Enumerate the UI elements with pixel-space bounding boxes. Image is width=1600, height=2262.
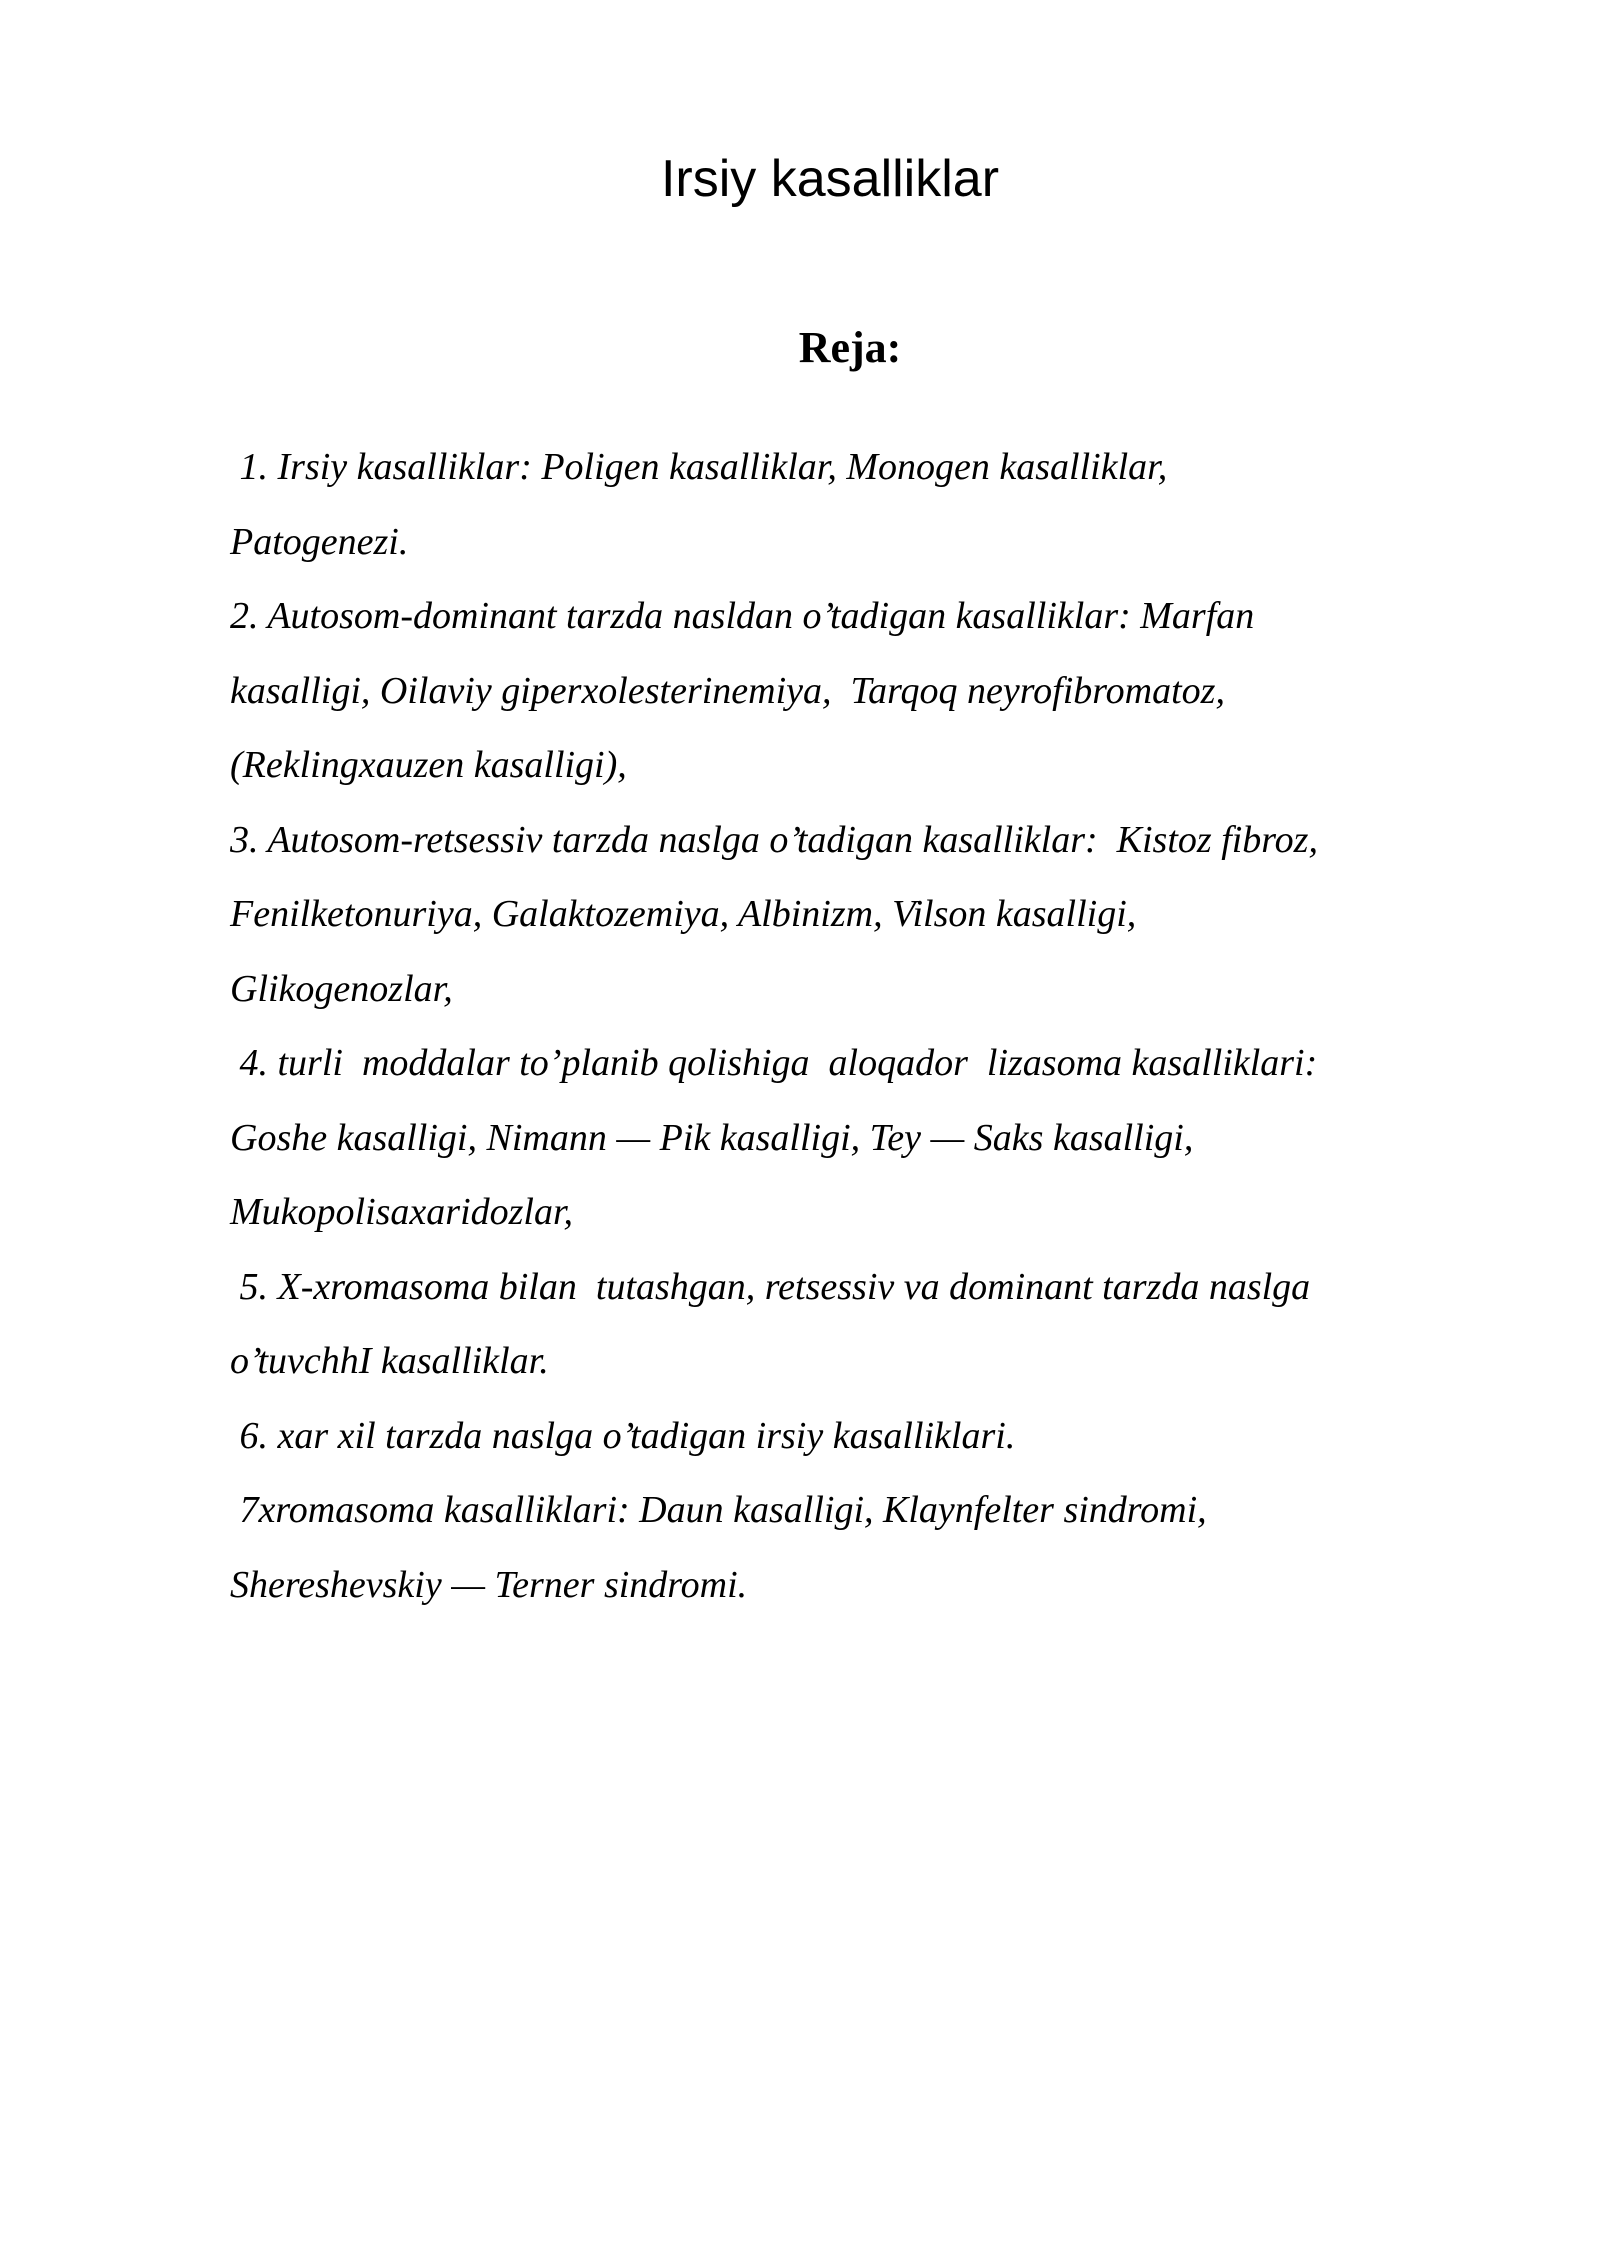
plan-line: 6. xar xil tarzda naslga o’tadigan irsiy kasalliklari. <box>230 1414 1016 1457</box>
plan-line: 5. X-xromasoma bilan tutashgan, retsessiv va dominant tarzda naslga <box>230 1265 1311 1308</box>
plan-line: Glikogenozlar, <box>230 967 453 1010</box>
plan-line: o’tuvchhI kasalliklar. <box>230 1340 549 1382</box>
plan-list <box>230 430 1530 1622</box>
plan-line: 2. Autosom-dominant tarzda nasldan o’tadigan kasalliklar: Marfan <box>230 595 1255 637</box>
plan-line: (Reklingxauzen kasalligi), <box>230 744 627 786</box>
plan-heading: Reja: <box>798 323 902 372</box>
plan-line: Patogenezi. <box>230 520 409 563</box>
document-title: Irsiy kasalliklar <box>660 150 1000 208</box>
plan-line: Mukopolisaxaridozlar, <box>230 1191 574 1233</box>
plan-line: Fenilketonuriya, Galaktozemiya, Albinizm, Vilson kasalligi, <box>230 893 1137 935</box>
plan-line: 4. turli moddalar to’planib qolishiga aloqador lizasoma kasalliklari: <box>230 1042 1318 1084</box>
plan-line: Goshe kasalligi, Nimann — Pik kasalligi, Tey — Saks kasalligi, <box>230 1116 1194 1159</box>
plan-line: kasalligi, Oilaviy giperxolesterinemiya, Tarqoq neyrofibromatoz, <box>230 669 1225 712</box>
plan-line: 7xromasoma kasalliklari: Daun kasalligi, Klaynfelter sindromi, <box>230 1489 1207 1531</box>
plan-line: 3. Autosom-retsessiv tarzda naslga o’tadigan kasalliklar: Kistoz fibroz, <box>230 818 1318 861</box>
plan-line: 1. Irsiy kasalliklar: Poligen kasalliklar, Monogen kasalliklar, <box>230 446 1168 488</box>
plan-line: Shereshevskiy — Terner sindromi. <box>230 1563 748 1606</box>
